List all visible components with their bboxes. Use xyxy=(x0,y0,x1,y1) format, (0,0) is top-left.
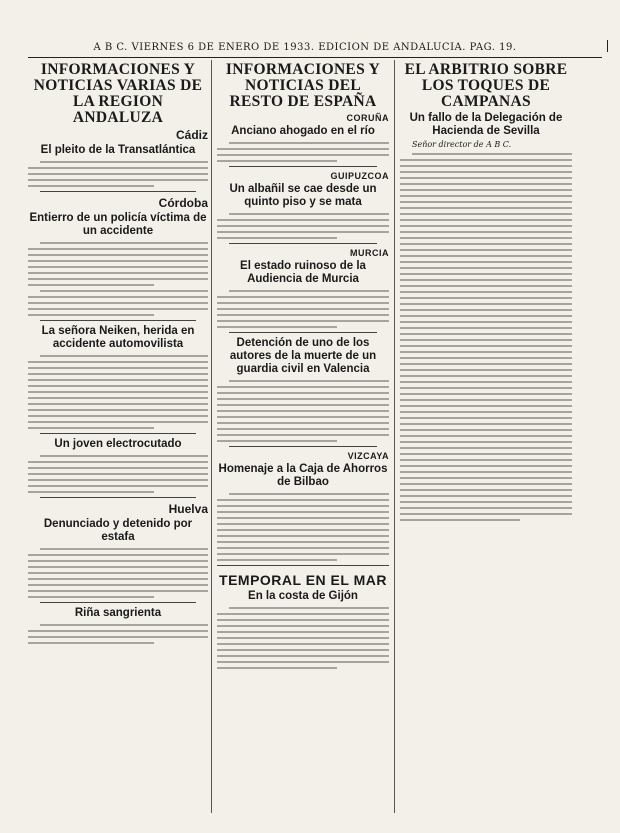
article-headline: El estado ruinoso de la Audiencia de Murcia xyxy=(240,260,366,285)
text-line xyxy=(28,391,208,393)
text-line xyxy=(28,248,208,250)
text-line xyxy=(28,314,154,316)
text-line xyxy=(400,483,572,485)
text-line xyxy=(217,386,389,388)
text-line xyxy=(28,479,208,481)
text-line xyxy=(412,153,572,155)
text-line xyxy=(217,440,337,442)
article-headline: Un albañil se cae desde un quinto piso y se mata xyxy=(229,183,377,208)
text-line xyxy=(217,314,389,316)
temporal-headline: En la costa de Gijón xyxy=(248,590,358,602)
text-line xyxy=(229,380,389,382)
text-line xyxy=(217,613,389,615)
text-line xyxy=(28,427,154,429)
text-line xyxy=(400,261,572,263)
article-divider xyxy=(229,166,377,167)
text-line xyxy=(400,405,572,407)
text-line xyxy=(217,219,389,221)
article-headline: Riña sangrienta xyxy=(74,607,162,619)
text-line xyxy=(400,207,572,209)
text-line xyxy=(217,505,389,507)
text-line xyxy=(400,189,572,191)
text-line xyxy=(28,373,208,375)
text-line xyxy=(28,590,208,592)
text-line xyxy=(28,361,208,363)
temporal-title: TEMPORAL EN EL MAR xyxy=(219,572,387,588)
text-line xyxy=(28,596,154,598)
text-line xyxy=(400,495,572,497)
text-line xyxy=(28,636,208,638)
article-divider xyxy=(40,602,196,603)
text-line xyxy=(28,572,208,574)
text-line xyxy=(28,272,208,274)
text-line xyxy=(217,523,389,525)
temporal-article-text xyxy=(217,607,389,669)
text-line xyxy=(400,291,572,293)
text-line xyxy=(28,630,208,632)
text-line xyxy=(217,231,389,233)
text-line xyxy=(400,471,572,473)
text-line xyxy=(400,249,572,251)
national-news-title: INFORMACIONES Y NOTICIAS DEL RESTO DE ESPAÑA xyxy=(225,61,381,110)
text-line xyxy=(28,421,208,423)
text-line xyxy=(400,435,572,437)
text-line xyxy=(400,519,520,521)
text-line xyxy=(400,429,572,431)
text-line xyxy=(400,321,572,323)
text-line xyxy=(400,171,572,173)
text-line xyxy=(400,375,572,377)
text-line xyxy=(400,477,572,479)
article-divider xyxy=(229,243,377,244)
page-header: A B C. VIERNES 6 DE ENERO DE 1933. EDICION DE ANDALUCIA. PAG. 19. xyxy=(93,42,517,53)
text-line xyxy=(40,548,208,550)
text-line xyxy=(28,385,208,387)
text-line xyxy=(400,279,572,281)
text-line xyxy=(28,185,154,187)
article-headline: Homenaje a la Caja de Ahorros de Bilbao xyxy=(218,463,388,488)
arbitrio-title: EL ARBITRIO SOBRE LOS TOQUES DE CAMPANAS xyxy=(404,61,568,110)
article-text xyxy=(28,290,208,316)
text-line xyxy=(40,161,208,163)
text-line xyxy=(400,195,572,197)
text-line xyxy=(400,363,572,365)
text-line xyxy=(217,625,389,627)
section-city: Huelva xyxy=(168,502,208,516)
text-line xyxy=(400,159,572,161)
text-line xyxy=(28,254,208,256)
article-divider xyxy=(40,497,196,498)
text-line xyxy=(217,326,337,328)
column-regional-news xyxy=(28,60,208,813)
text-line xyxy=(217,404,389,406)
text-line xyxy=(217,661,389,663)
text-line xyxy=(217,296,389,298)
text-line xyxy=(28,409,208,411)
text-line xyxy=(400,453,572,455)
text-line xyxy=(217,160,337,162)
text-line xyxy=(28,467,208,469)
text-line xyxy=(28,379,208,381)
text-line xyxy=(217,547,389,549)
text-line xyxy=(28,491,154,493)
text-line xyxy=(400,267,572,269)
article-text xyxy=(217,290,389,328)
text-line xyxy=(28,473,208,475)
text-line xyxy=(28,296,208,298)
column-national-news xyxy=(211,60,389,813)
text-line xyxy=(217,667,337,669)
text-line xyxy=(400,381,572,383)
text-line xyxy=(400,327,572,329)
text-line xyxy=(217,553,389,555)
text-line xyxy=(217,392,389,394)
text-line xyxy=(28,367,208,369)
text-line xyxy=(28,308,208,310)
text-line xyxy=(400,387,572,389)
text-line xyxy=(229,493,389,495)
text-line xyxy=(40,290,208,292)
text-line xyxy=(400,201,572,203)
text-line xyxy=(28,560,208,562)
text-line xyxy=(400,297,572,299)
text-line xyxy=(217,302,389,304)
article-text xyxy=(28,624,208,644)
text-line xyxy=(217,517,389,519)
article-text xyxy=(28,355,208,429)
text-line xyxy=(400,303,572,305)
text-line xyxy=(229,607,389,609)
text-line xyxy=(400,351,572,353)
text-line xyxy=(400,447,572,449)
text-line xyxy=(400,339,572,341)
text-line xyxy=(217,643,389,645)
text-line xyxy=(400,513,572,515)
text-line xyxy=(400,273,572,275)
text-line xyxy=(400,177,572,179)
article-headline: Entierro de un policía víctima de un accidente xyxy=(29,212,207,237)
text-line xyxy=(217,499,389,501)
arbitrio-byline: Señor director de A B C. xyxy=(412,140,512,149)
article-text xyxy=(217,493,389,561)
text-line xyxy=(400,357,572,359)
text-line xyxy=(400,345,572,347)
text-line xyxy=(217,154,389,156)
text-line xyxy=(40,355,208,357)
text-line xyxy=(400,219,572,221)
text-line xyxy=(400,417,572,419)
text-line xyxy=(400,237,572,239)
article-text xyxy=(28,242,208,286)
text-line xyxy=(217,529,389,531)
text-line xyxy=(28,415,208,417)
text-line xyxy=(400,333,572,335)
text-line xyxy=(28,578,208,580)
section-city: CORUÑA xyxy=(346,113,389,123)
text-line xyxy=(217,422,389,424)
text-line xyxy=(28,278,208,280)
article-divider xyxy=(40,433,196,434)
text-line xyxy=(28,167,208,169)
text-line xyxy=(217,535,389,537)
text-line xyxy=(28,266,208,268)
text-line xyxy=(217,320,389,322)
arbitrio-headline: Un fallo de la Delegación de Hacienda de Sevilla xyxy=(409,112,563,137)
text-line xyxy=(400,441,572,443)
text-line xyxy=(28,179,208,181)
text-line xyxy=(400,501,572,503)
text-line xyxy=(400,183,572,185)
article-headline: El pleito de la Transatlántica xyxy=(40,144,196,156)
text-line xyxy=(400,393,572,395)
text-line xyxy=(40,242,208,244)
text-line xyxy=(400,231,572,233)
article-text xyxy=(28,161,208,187)
text-line xyxy=(217,649,389,651)
text-line xyxy=(400,411,572,413)
article-divider xyxy=(40,191,196,192)
text-line xyxy=(229,290,389,292)
text-line xyxy=(400,243,572,245)
text-line xyxy=(217,148,389,150)
text-line xyxy=(28,302,208,304)
text-line xyxy=(400,399,572,401)
text-line xyxy=(400,225,572,227)
text-line xyxy=(217,434,389,436)
text-line xyxy=(28,173,208,175)
section-divider xyxy=(217,565,389,566)
regional-news-title: INFORMACIONES Y NOTICIAS VARIAS DE LA REGION ANDALUZA xyxy=(33,61,203,126)
section-city: Córdoba xyxy=(158,196,208,210)
article-divider xyxy=(229,332,377,333)
article-divider xyxy=(229,446,377,447)
text-line xyxy=(28,554,208,556)
article-headline: Anciano ahogado en el río xyxy=(231,125,375,137)
article-divider xyxy=(40,320,196,321)
article-text xyxy=(28,548,208,598)
text-line xyxy=(28,397,208,399)
section-city: GUIPUZCOA xyxy=(330,171,389,181)
text-line xyxy=(217,410,389,412)
page-edge-mark xyxy=(607,40,608,52)
article-headline: Detención de uno de los autores de la muerte de un guardia civil en Valencia xyxy=(229,337,377,375)
text-line xyxy=(28,485,208,487)
text-line xyxy=(28,284,154,286)
arbitrio-article-text xyxy=(400,153,572,521)
article-headline: La señora Neiken, herida en accidente automovilista xyxy=(41,325,195,350)
text-line xyxy=(28,260,208,262)
text-line xyxy=(400,255,572,257)
article-text xyxy=(28,455,208,493)
text-line xyxy=(217,225,389,227)
column-arbitrio xyxy=(394,60,572,813)
article-text xyxy=(217,142,389,162)
text-line xyxy=(400,165,572,167)
text-line xyxy=(217,619,389,621)
section-city: MURCIA xyxy=(350,248,389,258)
section-city: Cádiz xyxy=(175,128,208,142)
text-line xyxy=(28,642,154,644)
text-line xyxy=(400,507,572,509)
text-line xyxy=(217,631,389,633)
article-text xyxy=(217,213,389,239)
text-line xyxy=(40,624,208,626)
text-line xyxy=(217,308,389,310)
text-line xyxy=(229,142,389,144)
text-line xyxy=(400,459,572,461)
text-line xyxy=(400,309,572,311)
text-line xyxy=(400,285,572,287)
article-text xyxy=(217,380,389,442)
section-city: VIZCAYA xyxy=(347,451,389,461)
text-line xyxy=(217,398,389,400)
article-headline: Un joven electrocutado xyxy=(54,438,182,450)
text-line xyxy=(28,584,208,586)
text-line xyxy=(217,637,389,639)
text-line xyxy=(217,416,389,418)
text-line xyxy=(28,566,208,568)
text-line xyxy=(400,423,572,425)
text-line xyxy=(400,465,572,467)
text-line xyxy=(217,541,389,543)
text-line xyxy=(28,461,208,463)
text-line xyxy=(217,237,337,239)
text-line xyxy=(28,403,208,405)
text-line xyxy=(217,559,337,561)
text-line xyxy=(40,455,208,457)
text-line xyxy=(400,369,572,371)
text-line xyxy=(217,428,389,430)
text-line xyxy=(400,315,572,317)
text-line xyxy=(400,213,572,215)
article-headline: Denunciado y detenido por estafa xyxy=(43,518,193,543)
text-line xyxy=(400,489,572,491)
text-line xyxy=(217,655,389,657)
header-rule xyxy=(28,57,602,58)
text-line xyxy=(217,511,389,513)
text-line xyxy=(229,213,389,215)
